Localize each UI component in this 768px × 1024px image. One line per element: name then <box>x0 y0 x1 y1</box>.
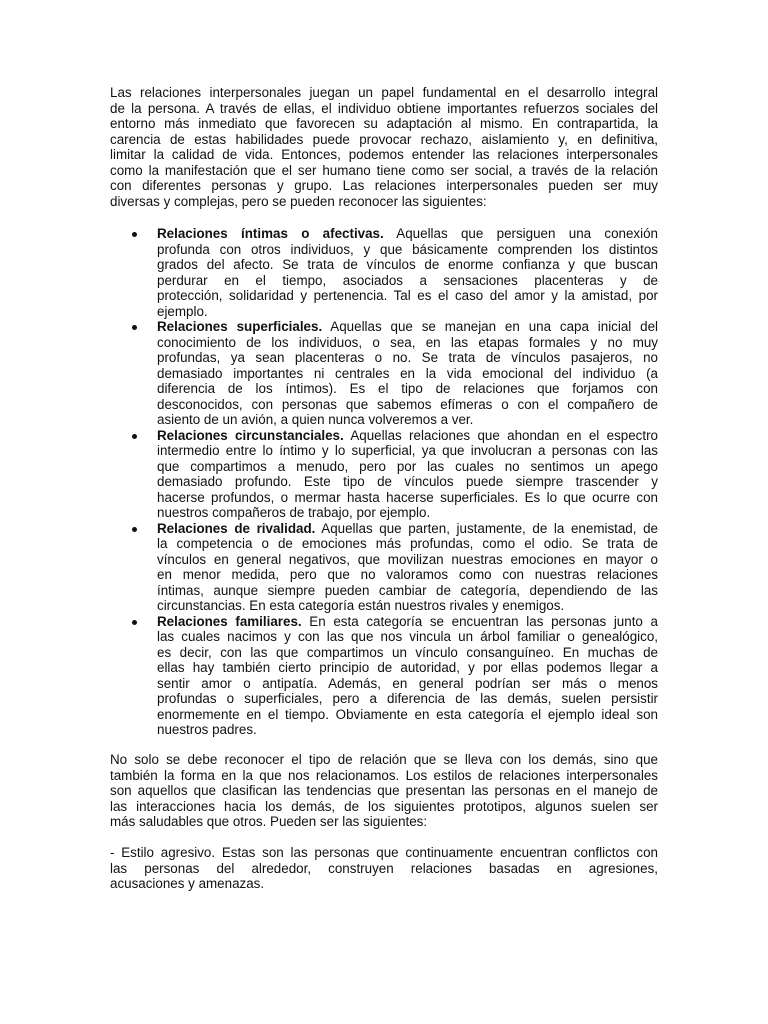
text-line: conocimiento de los individuos, o sea, en las etapas formales y no muy <box>157 334 658 350</box>
text-line: - Estilo agresivo. Estas son las personas que continuamente encuentran conflictos con <box>110 845 658 860</box>
text-line: como la manifestación que el ser humano tiene como ser social, a través de la relación <box>110 162 658 178</box>
bullet-icon <box>132 232 137 237</box>
text-line <box>157 521 658 537</box>
text-line: circunstancias. En esta categoría están nuestros rivales y enemigos. <box>157 598 565 613</box>
text-line: es decir, con las que compartimos un vínculo consanguíneo. En muchas de <box>157 644 658 660</box>
text-line: demasiado importantes ni centrales en la vida emocional del individuo (a <box>157 365 658 381</box>
text-line: vínculos en general negativos, que movilizan nuestras emociones en mayor o <box>157 551 658 567</box>
list-item <box>110 521 658 614</box>
text-line: con diferentes personas y grupo. Las relaciones interpersonales pueden ser muy <box>110 178 658 193</box>
styles-paragraph <box>110 752 658 830</box>
text-line: No solo se debe reconocer el tipo de relación que se lleva con los demás, sino que <box>110 752 658 767</box>
item-title: Relaciones superficiales. <box>157 319 323 334</box>
text-line <box>157 428 658 444</box>
text-line: son aquellos que clasifican las tendencias que presentan las personas en el manejo de <box>110 783 658 798</box>
text-line: ejemplo. <box>157 303 208 319</box>
item-title: Relaciones familiares. <box>157 613 302 629</box>
text-line: sentir amor o antipatía. Además, en general podrían ser más o menos <box>157 675 658 691</box>
item-text: Aquellas relaciones que ahondan en el espectro <box>343 427 658 443</box>
text-line: carencia de estas habilidades puede provocar rechazo, aislamiento y, en definitiva, <box>110 131 658 147</box>
text-line: diversas y complejas, pero se pueden reconocer las siguientes: <box>110 193 487 209</box>
list-item <box>110 614 658 738</box>
item-title: Relaciones circunstanciales. <box>157 427 344 443</box>
text-line <box>157 614 658 630</box>
bullet-icon <box>132 620 137 625</box>
text-line: enormemente en el tiempo. Obviamente en esta categoría el ejemplo ideal son <box>157 706 658 722</box>
text-line: las personas del alrededor, construyen relaciones basadas en agresiones, <box>110 860 658 876</box>
text-line: asiento de un avión, a quien nunca volveremos a ver. <box>157 412 474 427</box>
text-line: íntimas, aunque siempre pueden cambiar de categoría, dependiendo de las <box>157 582 658 598</box>
intro-paragraph <box>110 85 658 209</box>
item-title: Relaciones íntimas o afectivas. <box>157 226 384 241</box>
bullet-icon <box>132 434 137 439</box>
text-line: desconocidos, con personas que sabemos efímeras o con el compañero de <box>157 396 658 412</box>
text-line <box>157 226 658 242</box>
bullet-icon <box>132 527 137 532</box>
text-line: Las relaciones interpersonales juegan un papel fundamental en el desarrollo integral <box>110 85 658 100</box>
aggressive-style-paragraph <box>110 845 658 892</box>
item-text: Aquellas que parten, justamente, de la enemistad, de <box>315 520 658 536</box>
list-item <box>110 319 658 428</box>
text-line: de la persona. A través de ellas, el individuo obtiene importantes refuerzos sociales del <box>110 100 658 116</box>
text-line: grados del afecto. Se trata de vínculos de enorme confianza y que buscan <box>157 257 658 272</box>
text-line: profundas o superficiales, pero a diferencia de las demás, suelen persistir <box>157 691 658 706</box>
text-line: acusaciones y amenazas. <box>110 876 265 891</box>
text-line: en menor medida, pero que no valoramos como con nuestras relaciones <box>157 567 658 582</box>
item-text: Aquellas que persiguen una conexión <box>383 226 658 241</box>
text-line: que compartimos a menudo, pero por las cuales no sentimos un apego <box>157 458 658 474</box>
text-line: diferencia de los íntimos). Es el tipo de relaciones que forjamos con <box>157 381 658 396</box>
text-line: más saludables que otros. Pueden ser las siguientes: <box>110 814 428 829</box>
text-line: ellas hay también cierto principio de autoridad, y por ellas podemos llegar a <box>157 660 658 675</box>
text-line: demasiado profundo. Este tipo de vínculos puede siempre trascender y <box>157 474 658 489</box>
text-line: nuestros compañeros de trabajo, por ejemplo. <box>157 505 431 520</box>
text-line <box>157 319 658 335</box>
text-line: hacerse profundos, o mermar hasta hacerse superficiales. Es lo que ocurre con <box>157 489 658 505</box>
list-item <box>110 428 658 521</box>
item-text: En esta categoría se encuentran las personas junto a <box>301 613 658 629</box>
text-line: las cuales nacimos y con las que nos vincula un árbol familiar o genealógico, <box>157 629 658 644</box>
text-line: entorno más inmediato que favorecen su adaptación al mismo. En contrapartida, la <box>110 116 658 131</box>
relations-bullet-list <box>110 226 658 738</box>
text-line: las interacciones hacia los demás, de los siguientes prototipos, algunos suelen ser <box>110 798 658 814</box>
text-line: perdurar en el tiempo, asociados a sensaciones placenteras y de <box>157 272 658 288</box>
text-line: protección, solidaridad y pertenencia. Tal es el caso del amor y la amistad, por <box>157 288 658 303</box>
bullet-icon <box>132 325 137 330</box>
item-title: Relaciones de rivalidad. <box>157 520 316 536</box>
text-line: también la forma en la que nos relacionamos. Los estilos de relaciones interpersonales <box>110 767 658 783</box>
text-line: limitar la calidad de vida. Entonces, podemos entender las relaciones interpersonales <box>110 147 658 162</box>
text-line: profunda con otros individuos, y que básicamente comprenden los distintos <box>157 241 658 257</box>
list-item <box>110 226 658 319</box>
text-line: la competencia o de emociones más profundas, como el odio. Se trata de <box>157 536 658 551</box>
item-text: Aquellas que se manejan en una capa inicial del <box>322 319 658 334</box>
text-line: intermedio entre lo íntimo y lo superficial, ya que involucran a personas con las <box>157 443 658 458</box>
text-line: nuestros padres. <box>157 722 257 737</box>
text-line: profundas, ya sean placenteras o no. Se trata de vínculos pasajeros, no <box>157 350 658 365</box>
